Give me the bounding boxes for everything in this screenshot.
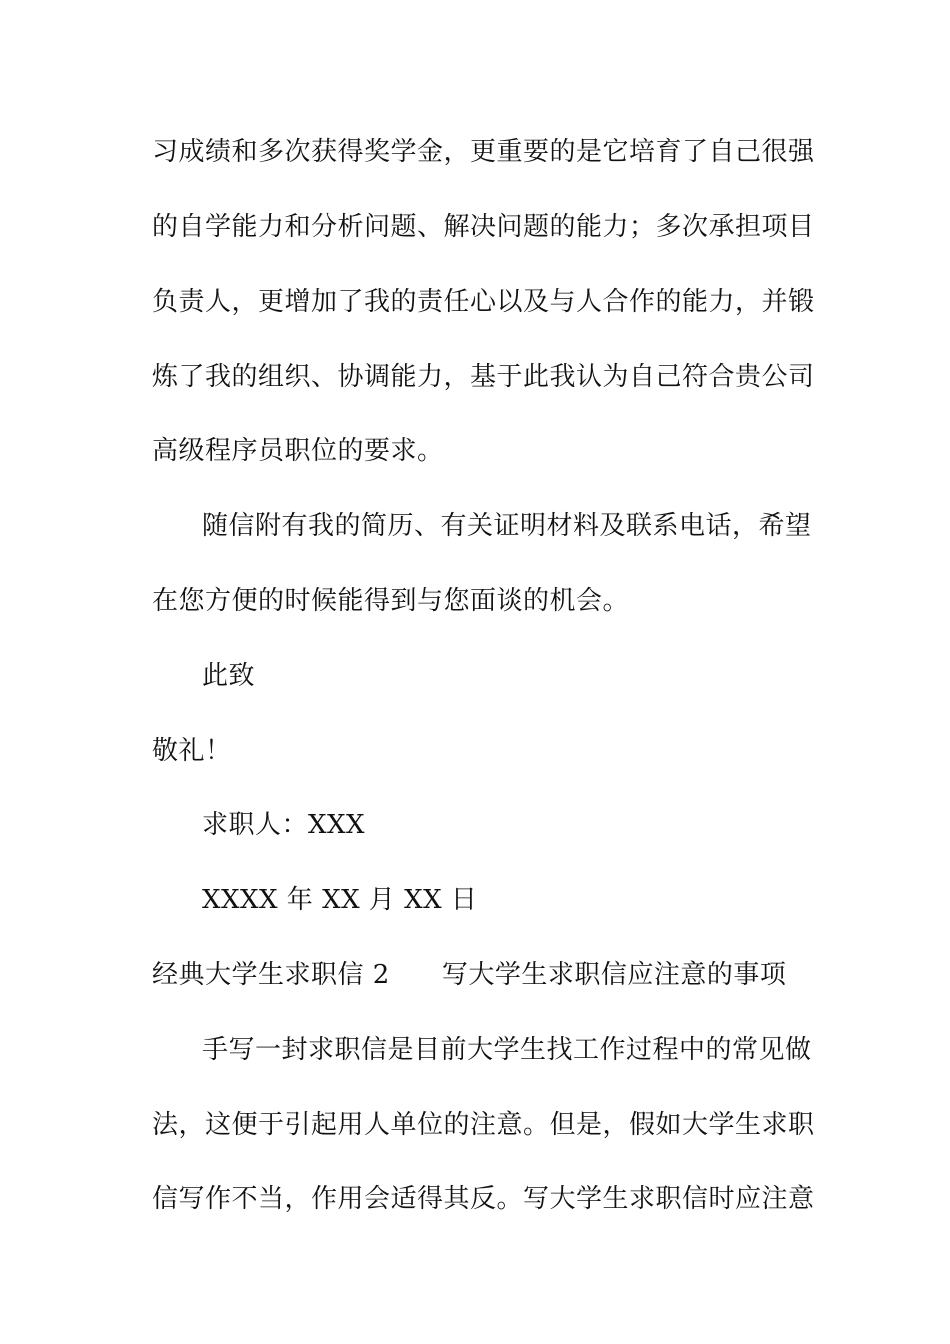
section-heading-left: 经典大学生求职信 2 [152,960,390,990]
paragraph-line-8: 手写一封求职信是目前大学生找工作过程中的常见做 [202,1035,812,1065]
paragraph-line-7: 在您方便的时候能得到与您面谈的机会。 [152,586,630,616]
paragraph-line-5: 高级程序员职位的要求。 [152,436,444,466]
paragraph-line-3: 负责人，更增加了我的责任心以及与人合作的能力，并锻 [152,287,815,317]
paragraph-line-1: 习成绩和多次获得奖学金，更重要的是它培育了自己很强 [152,137,815,167]
section-heading [152,958,802,992]
paragraph-line-4: 炼了我的组织、协调能力，基于此我认为自己符合贵公司 [152,362,815,392]
paragraph-line-9: 法，这便于引起用人单位的注意。但是，假如大学生求职 [152,1110,815,1140]
closing-salutation: 此致 [202,661,256,691]
paragraph-line-6: 随信附有我的简历、有关证明材料及联系电话，希望 [202,511,812,541]
section-heading-right: 写大学生求职信应注意的事项 [441,960,787,990]
date-line: XXXX 年 XX 月 XX 日 [202,885,478,915]
closing-respect: 敬礼！ [152,736,232,766]
paragraph-line-2: 的自学能力和分析问题、解决问题的能力；多次承担项目 [152,212,815,242]
paragraph-line-10: 信写作不当，作用会适得其反。写大学生求职信时应注意 [152,1184,815,1214]
signature-line: 求职人：XXX [202,810,366,840]
